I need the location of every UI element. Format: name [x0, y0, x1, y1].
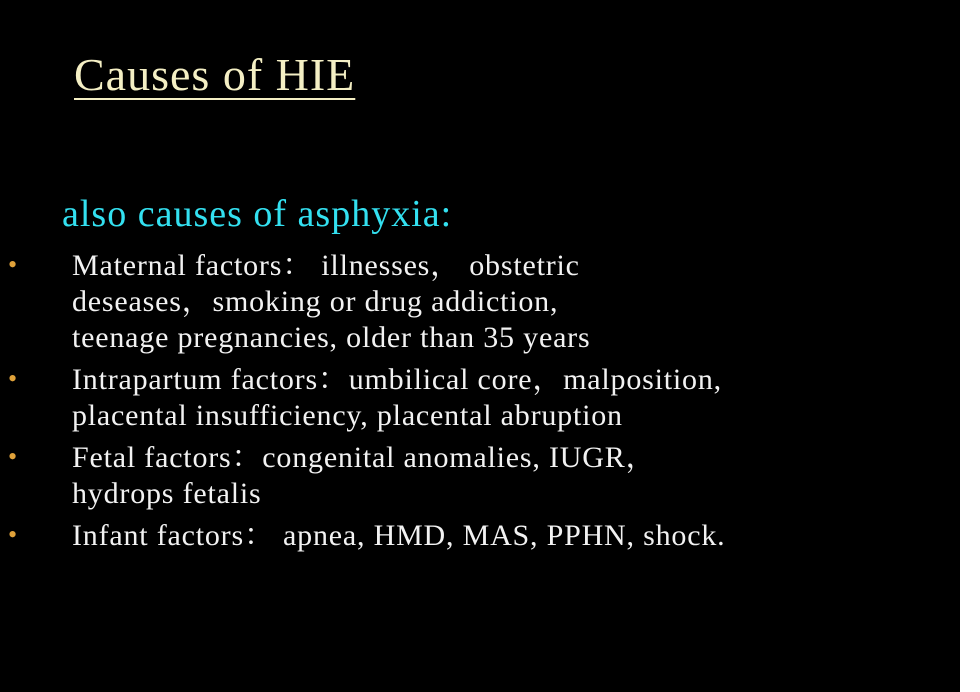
bullet-item-infant: [0, 518, 960, 554]
bullet-item-intrapartum: [0, 362, 960, 434]
bullet-line: placental insufficiency, placental abruption: [72, 399, 623, 432]
bullet-line: teenage pregnancies, older than 35 years: [72, 321, 591, 354]
bullet-item-fetal: [0, 440, 960, 512]
bullet-line: deseases，smoking or drug addiction,: [72, 285, 559, 318]
bullet-line: Intrapartum factors：umbilical core，malposition,: [72, 363, 722, 396]
bullet-item-maternal: [0, 248, 960, 356]
bullet-line: hydrops fetalis: [72, 477, 262, 510]
bullet-line: Maternal factors： illnesses， obstetric: [72, 249, 580, 282]
bullet-marker-icon: •: [8, 364, 18, 393]
bullet-marker-icon: •: [8, 250, 18, 279]
bullet-line: Fetal factors：congenital anomalies, IUGR，: [72, 441, 657, 474]
bullet-list: [0, 248, 960, 560]
slide-subtitle: also causes of asphyxia:: [62, 193, 453, 235]
slide-title: Causes of HIE: [74, 49, 356, 100]
bullet-marker-icon: •: [8, 442, 18, 471]
bullet-marker-icon: •: [8, 520, 18, 549]
bullet-line: Infant factors： apnea, HMD, MAS, PPHN, shock.: [72, 519, 726, 552]
